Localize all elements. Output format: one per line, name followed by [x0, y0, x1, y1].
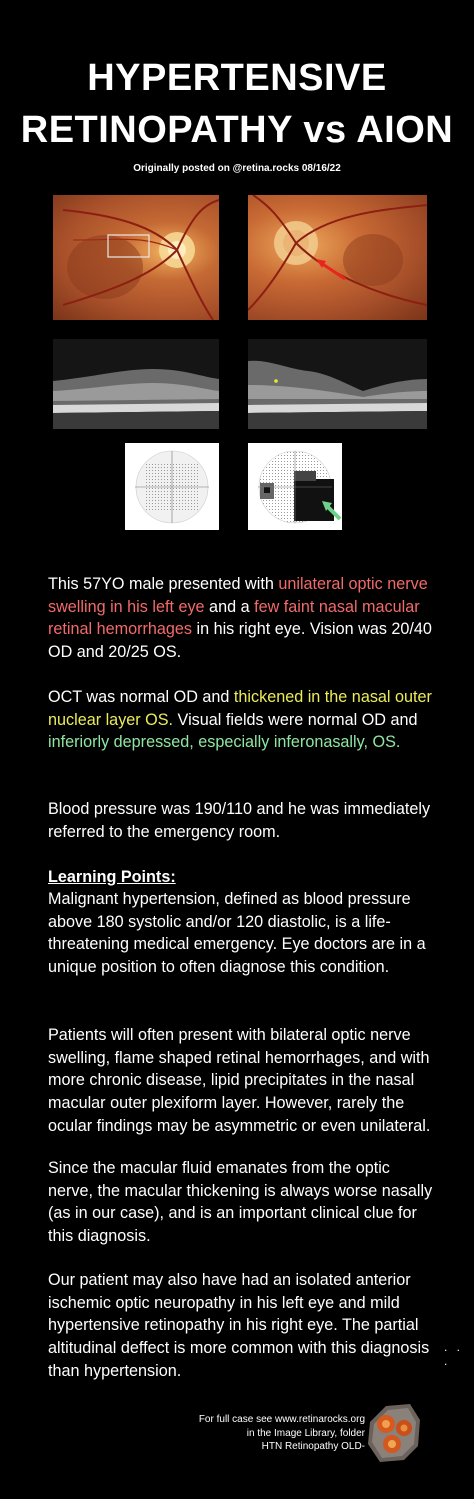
oct-fields-paragraph — [48, 686, 438, 754]
learning-points-heading: Learning Points: — [48, 868, 176, 886]
oct-scan-left-eye — [248, 339, 427, 429]
p2-highlight-oct: thickened in the nasal outer nuclear layer OS. — [48, 688, 432, 729]
oct-scan-right-eye — [53, 339, 219, 429]
page-title-line-1: HYPERTENSIVE — [87, 57, 387, 99]
p1-text-e: in his right eye. Vision was 20/40 OD and 20/25 OS. — [48, 620, 432, 662]
footer-line-2: in the Image Library, folder — [246, 1427, 365, 1439]
case-presentation-paragraph — [48, 573, 438, 664]
footer-credit — [140, 1413, 365, 1454]
retina-rocks-logo — [366, 1402, 422, 1464]
p1-text-a: This 57YO male presented with — [48, 575, 279, 593]
subtitle: Originally posted on @retina.rocks 08/16/22 — [133, 163, 341, 174]
learning-paragraph-4: Our patient may also have had an isolated anterior ischemic optic neuropathy in his left eye and mild hypertensive retinopathy in his right eye. The partial altitudinal deffect is more common with this diagnosis than hypertension. — [48, 1271, 430, 1380]
blood-pressure-paragraph: Blood pressure was 190/110 and he was immediately referred to the emergency room. — [48, 800, 431, 841]
visual-field-left-eye — [248, 443, 342, 530]
fundus-photo-left-eye — [248, 195, 427, 320]
visual-field-right-eye — [125, 443, 219, 530]
p2-highlight-fields: inferiorly depressed, especially inferonasally, OS. — [48, 733, 401, 752]
learning-paragraph-1: Malignant hypertension, defined as blood pressure above 180 systolic and/or 120 diastolic, is a life-threatening medical emergency. Eye doctors are in a unique position to often diagnose this condition. — [48, 890, 426, 977]
p1-highlight-hemorrhages: few faint nasal macular retinal hemorrhages — [48, 597, 420, 639]
p1-text-c: and a — [204, 597, 255, 616]
p2-text-c: Visual fields were normal OD and — [173, 710, 418, 729]
learning-paragraph-2: Patients will often present with bilateral optic nerve swelling, flame shaped retinal hemorrhages, and with more chronic disease, lipid precipitates in the nasal macular outer plexiform layer. However, rarely the ocular findings may be asymmetric or even unilateral. — [48, 1026, 431, 1135]
continuation-dots: . . . — [444, 1340, 464, 1368]
footer-line-3: HTN Retinopathy OLD- — [261, 1441, 365, 1452]
p1-highlight-optic-swelling: unilateral optic nerve swelling in his left eye — [48, 575, 428, 616]
footer-line-1: For full case see www.retinarocks.org — [198, 1414, 365, 1425]
p2-text-a: OCT was normal OD and — [48, 688, 234, 706]
learning-paragraph-3: Since the macular fluid emanates from the optic nerve, the macular thickening is always worse nasally (as in our case), and is an important clinical clue for this diagnosis. — [48, 1159, 433, 1246]
fundus-photo-right-eye — [53, 195, 219, 320]
page-title-line-2: RETINOPATHY vs AION — [20, 109, 454, 151]
